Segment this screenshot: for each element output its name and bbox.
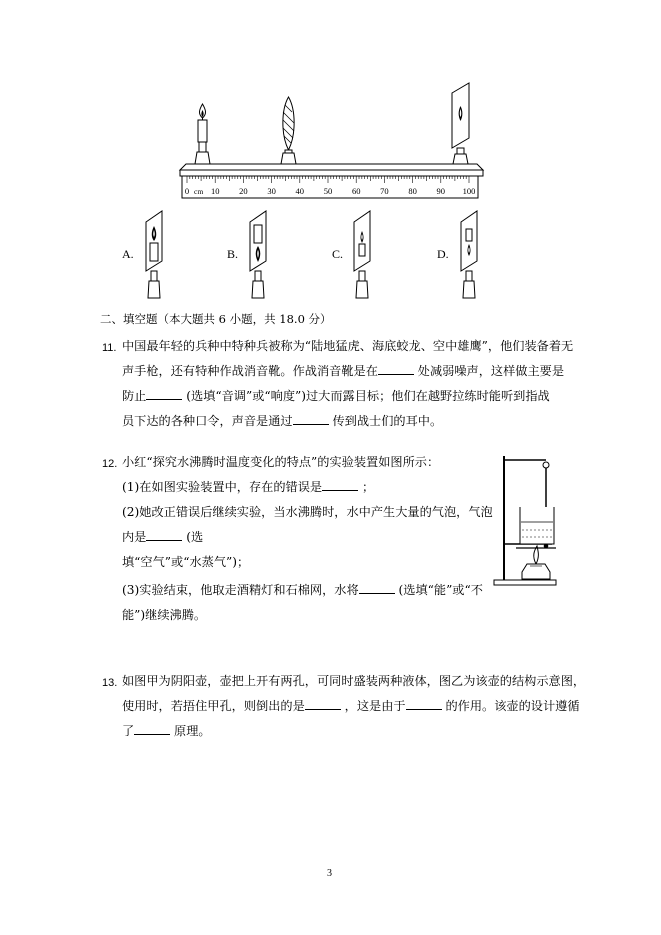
option-c-screen (354, 211, 370, 298)
q12-line-6 (122, 578, 483, 603)
option-d-screen (461, 211, 477, 298)
q11-text: 传到战士们的耳中。 (328, 414, 443, 428)
q11-text: 员下达的各种口令，声音是通过 (122, 414, 293, 428)
ruler-tick-label: 90 (436, 186, 446, 196)
q12-text: 内是 (122, 530, 147, 544)
q12-text: (选填“能”或“不 (394, 583, 483, 597)
question-number: 12. (102, 458, 118, 470)
ruler-tick-label: 0 (184, 186, 190, 196)
boiling-apparatus-figure (490, 452, 560, 587)
ruler-unit-label: cm (194, 187, 204, 196)
page-number: 3 (327, 868, 332, 879)
q12-line-1: 小红“探究水沸腾时温度变化的特点”的实验装置如图所示： (122, 455, 440, 469)
q12-line-7: 能”)继续沸腾。 (122, 608, 207, 622)
optical-bench-figure (0, 0, 661, 310)
answer-blank[interactable] (293, 412, 329, 425)
ruler-tick-label: 40 (295, 186, 305, 196)
q11-line-3 (122, 384, 550, 409)
answer-blank[interactable] (378, 362, 414, 375)
answer-blank[interactable] (322, 478, 358, 491)
q11-line-4 (122, 409, 442, 434)
q11-text: 声手枪，还有特种作战消音靴。作战消音靴是在 (122, 364, 378, 378)
q11-line-2 (122, 359, 564, 384)
q12-line-5: 填“空气”或“水蒸气”)； (122, 555, 250, 569)
candle (195, 104, 210, 164)
ruler-tick-label: 30 (267, 186, 276, 196)
q13-text: ，这是由于 (340, 699, 406, 713)
ruler-tick-label: 60 (351, 186, 361, 196)
question-number: 11. (102, 342, 117, 354)
q11-text: 处减弱噪声，这样做主要是 (413, 364, 565, 378)
answer-blank[interactable] (146, 528, 182, 541)
ruler-tick-label: 10 (210, 186, 220, 196)
convex-lens (281, 97, 296, 164)
option-b-screen (250, 211, 266, 298)
option-a-label: A. (122, 247, 134, 261)
question-number: 13. (102, 677, 118, 689)
q11-line-1: 中国最年轻的兵种中特种兵被称为“陆地猛虎、海底蛟龙、空中雄鹰”，他们装备着无 (122, 339, 574, 353)
q12-line-2 (122, 475, 374, 500)
answer-blank[interactable] (134, 722, 170, 735)
q13-line-3 (122, 719, 211, 744)
option-a-screen (146, 211, 162, 298)
q13-text: 使用时，若捂住甲孔，则倒出的是 (122, 699, 305, 713)
q12-text: (3)实验结束，他取走酒精灯和石棉网，水将 (122, 583, 359, 597)
q13-line-2 (122, 694, 580, 719)
ruler-tick-label: 100 (462, 186, 476, 196)
option-b-label: B. (227, 247, 239, 261)
light-screen (452, 83, 469, 164)
answer-blank[interactable] (359, 581, 395, 594)
q11-text: (选填“音调”或“响度”)过大而露目标；他们在越野拉练时能听到指战 (182, 389, 550, 403)
q11-text: 防止 (122, 389, 147, 403)
ruler-tick-label: 80 (408, 186, 417, 196)
q12-text: (选 (182, 530, 204, 544)
q12-line-4 (122, 525, 203, 550)
q13-line-1: 如图甲为阴阳壶，壶把上开有两孔，可同时盛装两种液体，图乙为该壶的结构示意图， (122, 674, 586, 688)
option-c-label: C. (332, 247, 344, 261)
answer-blank[interactable] (146, 387, 182, 400)
q13-text: 的作用。该壶的设计遵循 (441, 699, 580, 713)
q13-text: 原理。 (170, 724, 211, 738)
option-d-label: D. (437, 247, 449, 261)
q12-text: ； (358, 480, 375, 494)
q12-line-3: (2)她改正错误后继续实验，当水沸腾时，水中产生大量的气泡，气泡 (122, 505, 493, 519)
q12-text: (1)在如图实验装置中，存在的错误是 (122, 480, 323, 494)
section-title: 二、填空题（本大题共 6 小题，共 18.0 分） (100, 312, 332, 326)
answer-blank[interactable] (305, 697, 341, 710)
ruler-tick-label: 20 (239, 186, 248, 196)
answer-blank[interactable] (406, 697, 442, 710)
q13-text: 了 (122, 724, 135, 738)
ruler-tick-label: 70 (380, 186, 389, 196)
ruler-tick-label: 50 (323, 186, 333, 196)
